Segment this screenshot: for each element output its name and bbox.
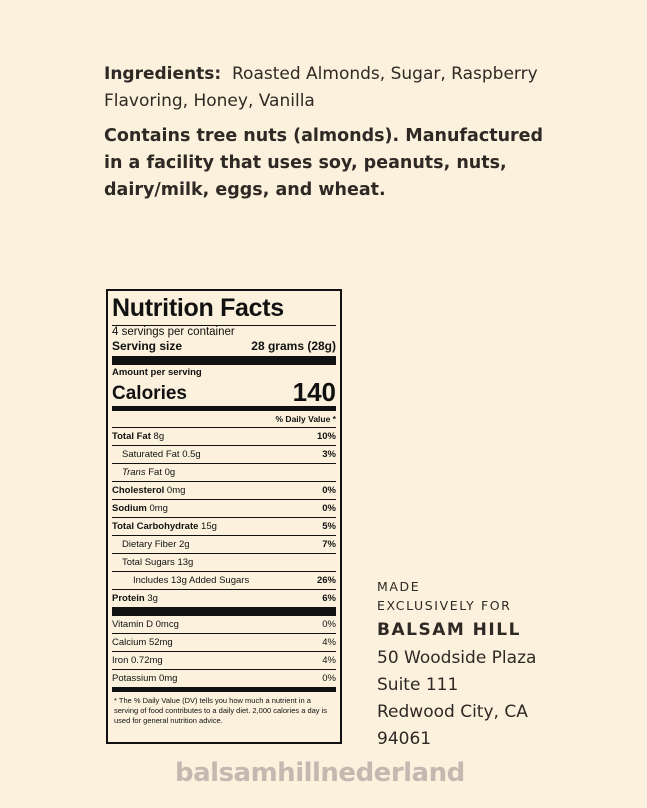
serving-size-label: Serving size (112, 339, 183, 353)
nutrient-row: Protein 3g 6% (112, 589, 336, 607)
servings-per-container: 4 servings per container (112, 326, 235, 338)
watermark: balsamhillnederland (175, 758, 465, 788)
calories-value: 140 (292, 377, 336, 407)
nutrient-row: Sodium 0mg 0% (112, 499, 336, 517)
vitamin-row: Calcium 52mg 4% (112, 633, 336, 651)
nutrient-row: Trans Fat 0g (112, 463, 336, 481)
amount-per-serving: Amount per serving (112, 367, 202, 378)
address: 50 Woodside Plaza Suite 111 Redwood City, CA 94061 (377, 648, 537, 749)
nutrient-row: Includes 13g Added Sugars 26% (112, 571, 336, 589)
serving-size-value: 28 grams (28g) (251, 339, 336, 353)
ingredients-list: Roasted Almonds, Sugar, Raspberry Flavoring, Honey, Vanilla (104, 64, 538, 111)
daily-value-footnote: * The % Daily Value (DV) tells you how much a nutrient in a serving of food contributes to a daily diet. 2,000 calories a day is used for general nutrition advice. (112, 687, 336, 726)
ingredients-text (104, 61, 544, 115)
vitamin-row: Iron 0.72mg 4% (112, 651, 336, 669)
calories-label: Calories (112, 383, 187, 404)
ingredients-label: Ingredients: (104, 64, 222, 84)
nutrition-facts-label (106, 289, 342, 744)
nutrient-row: Saturated Fat 0.5g 3% (112, 445, 336, 463)
calories-row (112, 378, 336, 406)
nutrient-row: Total Carbohydrate 15g 5% (112, 517, 336, 535)
vitamin-row: Potassium 0mg 0% (112, 669, 336, 687)
brand-name: BALSAM HILL (377, 620, 521, 640)
made-for-label: MADE EXCLUSIVELY FOR (377, 579, 512, 613)
nutrient-row: Total Fat 8g 10% (112, 427, 336, 445)
vitamin-row: Vitamin D 0mcg 0% (112, 619, 336, 630)
nutrition-title: Nutrition Facts (112, 294, 284, 322)
serving-size (112, 339, 336, 354)
nutrient-row: Cholesterol 0mg 0% (112, 481, 336, 499)
nutrient-row: Dietary Fiber 2g 7% (112, 535, 336, 553)
allergen-statement: Contains tree nuts (almonds). Manufactured in a facility that uses soy, peanuts, nuts, dairy/milk, eggs, and wheat. (104, 126, 544, 200)
nutrient-row: Total Sugars 13g (112, 553, 336, 571)
daily-value-header: % Daily Value * (275, 414, 336, 424)
